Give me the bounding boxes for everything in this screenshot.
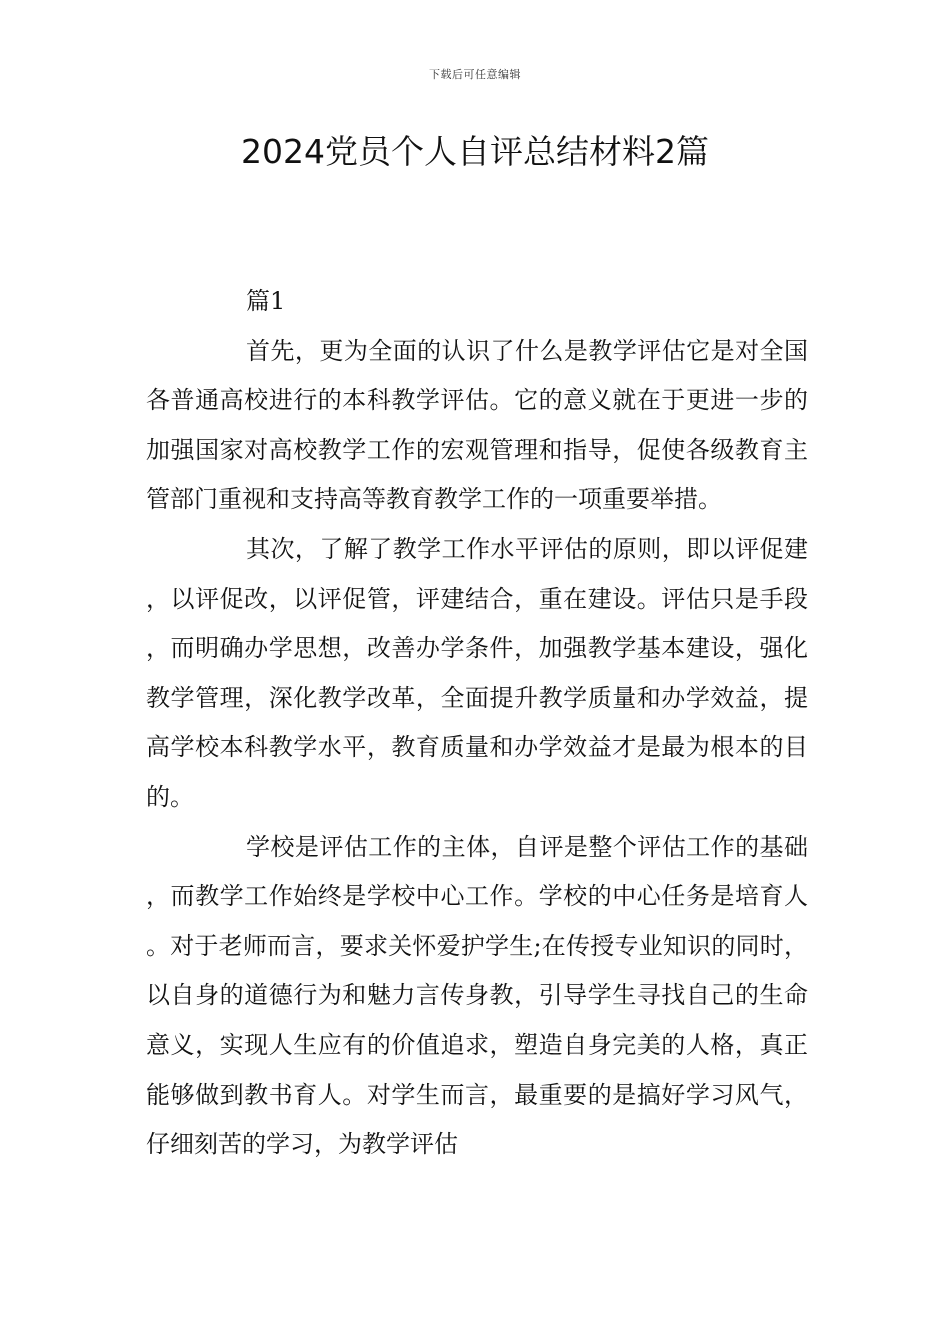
header-note: 下载后可任意编辑 [429,68,521,81]
paragraph-1: 首先，更为全面的认识了什么是教学评估它是对全国各普通高校进行的本科教学评估。它的意义就在于更进一步的加强国家对高校教学工作的宏观管理和指导，促使各级教育主管部门重视和支持高等教育教学工作的一项重要举措。 [146,336,808,514]
paragraph-2: 其次，了解了教学工作水平评估的原则，即以评促建，以评促改，以评促管，评建结合，重在建设。评估只是手段，而明确办学思想，改善办学条件，加强教学基本建设，强化教学管理，深化教学改革，全面提升教学质量和办学效益，提高学校本科教学水平，教育质量和办学效益才是最为根本的目的。 [146,534,808,811]
document-body [146,277,808,1170]
section-heading: 篇1 [246,287,286,315]
document-title: 2024党员个人自评总结材料2篇 [241,132,709,171]
paragraph-3: 学校是评估工作的主体，自评是整个评估工作的基础，而教学工作始终是学校中心工作。学校的中心任务是培育人。对于老师而言，要求关怀爱护学生;在传授专业知识的同时，以自身的道德行为和魅力言传身教，引导学生寻找自己的生命意义，实现人生应有的价值追求，塑造自身完美的人格，真正能够做到教书育人。对学生而言，最重要的是搞好学习风气，仔细刻苦的学习，为教学评估 [146,832,808,1159]
